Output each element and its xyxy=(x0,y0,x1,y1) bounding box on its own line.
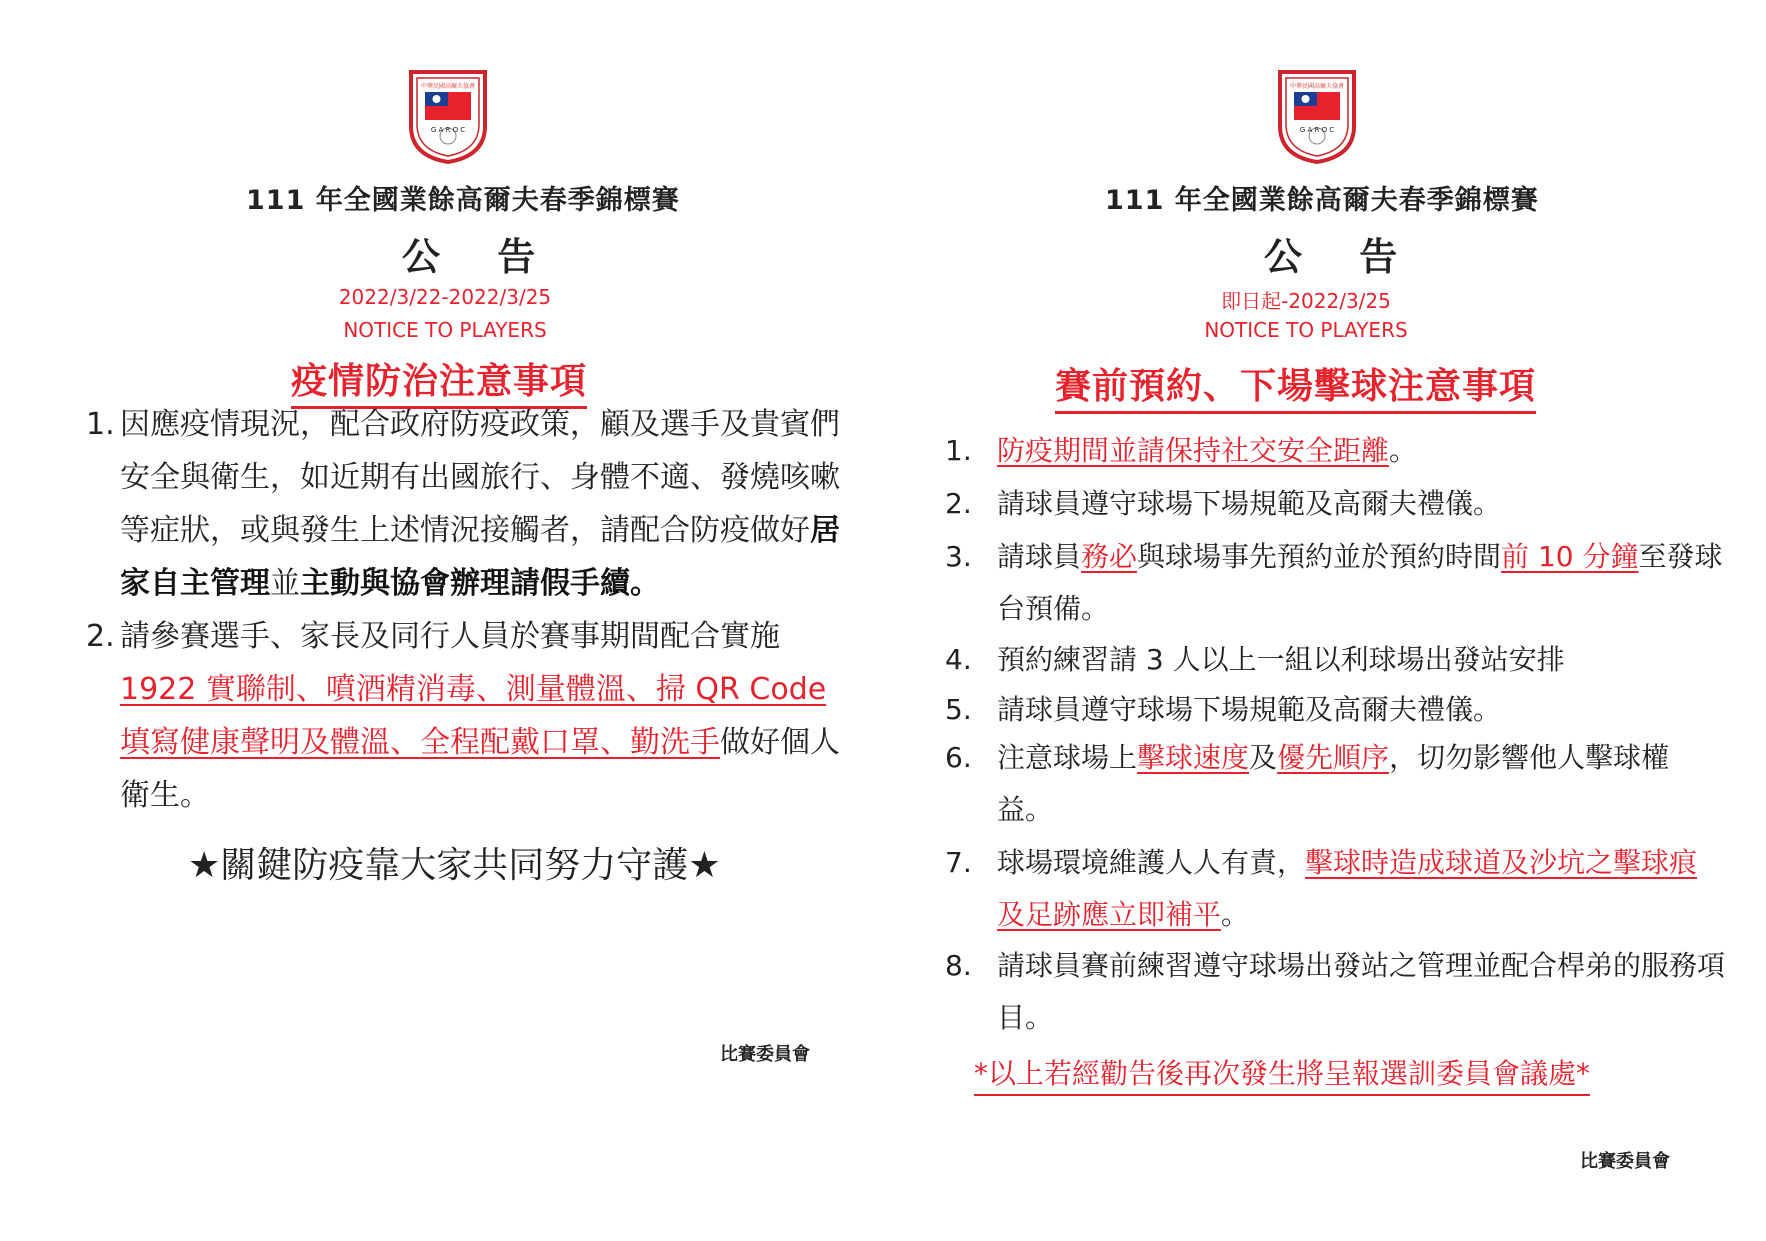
item-text: 請球員遵守球場下場規範及高爾夫禮儀。 xyxy=(997,693,1502,726)
item-number: 2. xyxy=(86,619,115,654)
highlighted-phrase: 優先順序 xyxy=(1277,741,1390,774)
highlighted-phrase: 1922 實聯制、噴酒精消毒、測量體溫、掃 QR Code 填寫健康聲明及體溫、全程配戴口罩、勤洗手 xyxy=(120,672,827,760)
logo-abbrev: G A R O C xyxy=(430,126,466,134)
item-text: 球場環境維護人人有責，擊球時造成球道及沙坑之擊球痕及足跡應立即補平。 xyxy=(997,846,1698,931)
right-notice-panel xyxy=(883,0,1766,1241)
notice-item xyxy=(945,732,1725,836)
notice-heading: 公 告 xyxy=(402,235,558,279)
event-title: 111 年全國業餘高爾夫春季錦標賽 xyxy=(1105,185,1539,216)
item-text: 預約練習請 3 人以上一組以利球場出發站安排 xyxy=(997,643,1565,676)
highlighted-phrase: 防疫期間並請保持社交安全距離 xyxy=(997,434,1390,467)
highlighted-phrase: 務必 xyxy=(1081,540,1138,573)
garoc-logo xyxy=(1276,68,1358,164)
notice-heading: 公 告 xyxy=(1264,235,1420,279)
logo-org-name: 中華民國高爾夫協會 xyxy=(420,83,476,90)
notice-item xyxy=(945,425,1725,477)
notice-subject: 疫情防治注意事項 xyxy=(291,353,587,409)
item-number: 5. xyxy=(945,693,972,726)
notice-item xyxy=(945,684,1725,736)
committee-signature: 比賽委員會 xyxy=(720,1044,810,1065)
date-range: 即日起-2022/3/25 xyxy=(1221,289,1391,313)
item-number: 8. xyxy=(945,949,972,982)
notice-item xyxy=(945,634,1725,686)
bold-phrase: 主動與協會辦理請假手續。 xyxy=(300,566,660,601)
item-number: 1. xyxy=(945,434,972,467)
item-number: 2. xyxy=(945,487,972,520)
item-text: 防疫期間並請保持社交安全距離。 xyxy=(997,434,1418,467)
item-number: 1. xyxy=(86,407,115,442)
item-text: 請球員賽前練習遵守球場出發站之管理並配合桿弟的服務項目。 xyxy=(997,949,1726,1034)
item-text: 注意球場上擊球速度及優先順序，切勿影響他人擊球權益。 xyxy=(997,741,1670,826)
highlighted-phrase: 擊球速度 xyxy=(1137,741,1250,774)
item-number: 3. xyxy=(945,540,972,573)
warning-note: *以上若經勸告後再次發生將呈報選訓委員會議處* xyxy=(974,1052,1590,1096)
item-text: 請球員務必與球場事先預約並於預約時間前 10 分鐘至發球台預備。 xyxy=(997,540,1723,625)
logo-abbrev: G A R O C xyxy=(1299,126,1335,134)
highlighted-phrase: 前 10 分鐘 xyxy=(1501,540,1639,573)
item-text: 請參賽選手、家長及同行人員於賽事期間配合實施1922 實聯制、噴酒精消毒、測量體溫、掃 QR Code 填寫健康聲明及體溫、全程配戴口罩、勤洗手做好個人衛生。 xyxy=(120,619,840,813)
garoc-logo xyxy=(407,68,489,164)
item-text: 請球員遵守球場下場規範及高爾夫禮儀。 xyxy=(997,487,1502,520)
notice-item xyxy=(945,837,1725,941)
item-number: 6. xyxy=(945,741,972,774)
highlighted-phrase: 擊球時造成球道及沙坑之擊球痕及足跡應立即補平 xyxy=(997,846,1698,931)
item-text: 因應疫情現況，配合政府防疫政策，顧及選手及貴賓們安全與衛生，如近期有出國旅行、身體不適、發燒咳嗽等症狀，或與發生上述情況接觸者，請配合防疫做好居家自主管理並主動與協會辦理請假手續。 xyxy=(120,407,840,601)
notice-item xyxy=(86,610,846,822)
notice-item xyxy=(945,940,1725,1044)
notice-to-players: NOTICE TO PLAYERS xyxy=(1204,318,1408,342)
slogan: ★關鍵防疫靠大家共同努力守護★ xyxy=(188,845,721,886)
notice-subject: 賽前預約、下場擊球注意事項 xyxy=(1055,358,1536,414)
notice-item xyxy=(86,398,846,610)
committee-signature: 比賽委員會 xyxy=(1580,1151,1670,1172)
logo-org-name: 中華民國高爾夫協會 xyxy=(1289,83,1345,90)
date-range: 2022/3/22-2022/3/25 xyxy=(338,285,552,309)
notice-item xyxy=(945,478,1725,530)
event-title: 111 年全國業餘高爾夫春季錦標賽 xyxy=(246,185,680,216)
bold-phrase: 居家自主管理 xyxy=(120,513,840,601)
item-number: 4. xyxy=(945,643,972,676)
item-number: 7. xyxy=(945,846,972,879)
notice-item xyxy=(945,531,1725,635)
notice-to-players: NOTICE TO PLAYERS xyxy=(343,318,547,342)
